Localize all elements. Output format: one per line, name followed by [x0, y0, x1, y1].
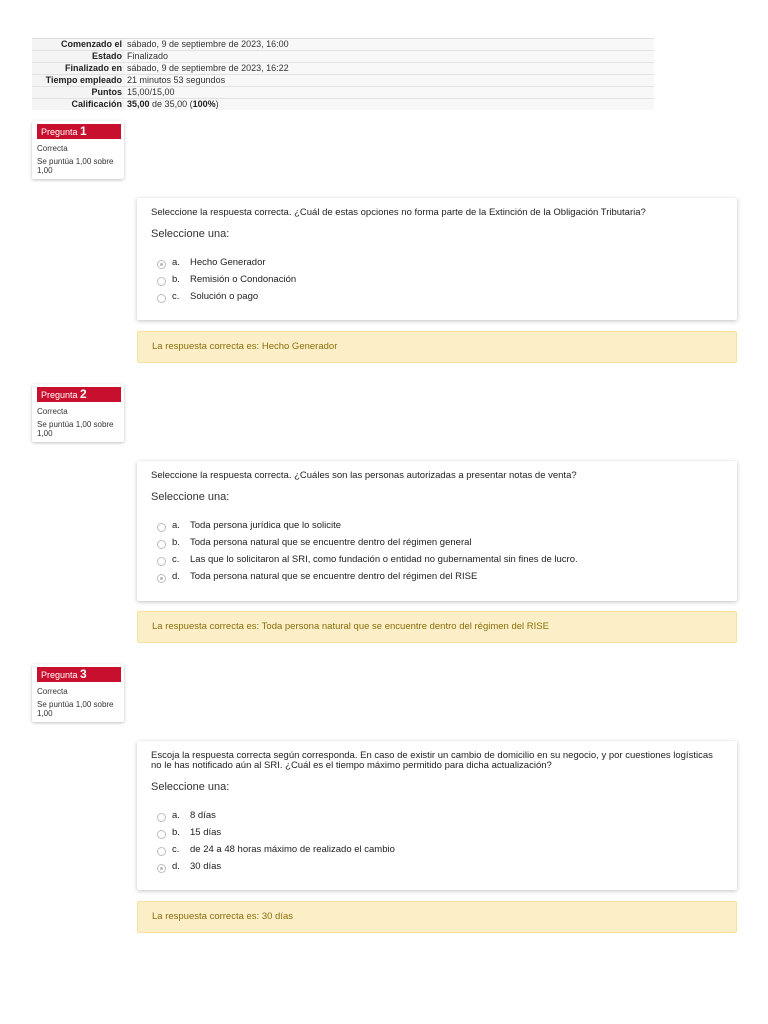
radio-selected-icon[interactable] [157, 260, 166, 269]
question-grade: Se puntúa 1,00 sobre 1,00 [37, 157, 114, 175]
radio-icon[interactable] [157, 294, 166, 303]
radio-icon[interactable] [157, 557, 166, 566]
summary-row [32, 51, 654, 63]
question-info-box [32, 664, 124, 722]
question-info-box [32, 384, 124, 442]
summary-value: sábado, 9 de septiembre de 2023, 16:00 [125, 39, 654, 51]
radio-icon[interactable] [157, 277, 166, 286]
question-number-badge [37, 124, 121, 139]
answer-letter: a. [172, 257, 180, 268]
radio-icon[interactable] [157, 847, 166, 856]
summary-value: Finalizado [125, 51, 654, 63]
answer-text: Hecho Generador [190, 257, 266, 268]
question-prompt: Seleccione una: [151, 491, 230, 503]
answer-text: 15 días [190, 827, 222, 838]
answer-text: Solución o pago [190, 291, 259, 302]
question-grade: Se puntúa 1,00 sobre 1,00 [37, 420, 114, 438]
question-text: Seleccione la respuesta correcta. ¿Cuáles son las personas autorizadas a presentar notas de venta? [151, 470, 577, 481]
answer-option[interactable] [157, 288, 737, 305]
answer-list [157, 517, 737, 585]
question-info-box [32, 121, 124, 179]
question-prompt: Seleccione una: [151, 228, 230, 240]
correct-answer-feedback: La respuesta correcta es: 30 días [137, 901, 737, 933]
grade-score: 35,00 [127, 99, 150, 109]
correct-answer-feedback: La respuesta correcta es: Toda persona natural que se encuentre dentro del régimen del RISE [137, 611, 737, 643]
answer-letter: c. [172, 554, 180, 565]
answer-text: 30 días [190, 861, 222, 872]
answer-option[interactable] [157, 824, 737, 841]
question-prompt: Seleccione una: [151, 781, 230, 793]
radio-icon[interactable] [157, 830, 166, 839]
correct-answer-feedback: La respuesta correcta es: Hecho Generador [137, 331, 737, 363]
radio-selected-icon[interactable] [157, 574, 166, 583]
grade-percent: 100% [192, 99, 216, 109]
grade-close: ) [215, 99, 219, 109]
question-state: Correcta [37, 407, 68, 416]
summary-row [32, 39, 654, 51]
radio-icon[interactable] [157, 540, 166, 549]
question-text: Seleccione la respuesta correcta. ¿Cuál de estas opciones no forma parte de la Extinción de la Obligación Tributaria? [151, 207, 646, 218]
attempt-summary-table [32, 38, 654, 110]
answer-text: Remisión o Condonación [190, 274, 297, 285]
answer-text: Toda persona natural que se encuentre dentro del régimen general [190, 537, 472, 548]
answer-letter: c. [172, 844, 180, 855]
question-content-card [137, 741, 737, 890]
summary-label: Tiempo empleado [32, 75, 125, 87]
question-number: 1 [80, 124, 87, 138]
answer-text: Las que lo solicitaron al SRI, como fundación o entidad no gubernamental sin fines de lucro. [190, 554, 578, 565]
answer-text: 8 días [190, 810, 216, 821]
grade-of: de 35,00 ( [152, 99, 193, 109]
summary-row [32, 63, 654, 75]
summary-label: Estado [32, 51, 125, 63]
question-text: Escoja la respuesta correcta según corresponda. En caso de existir un cambio de domicilio en su negocio, y por cuestiones logísticas no le has notificado aún al SRI. ¿Cuál es el tiempo máximo permitido para dicha actualización? [151, 750, 713, 771]
question-badge-label: Pregunta [41, 127, 78, 137]
answer-text: de 24 a 48 horas máximo de realizado el cambio [190, 844, 395, 855]
summary-label: Puntos [32, 87, 125, 99]
answer-letter: a. [172, 520, 180, 531]
question-number-badge [37, 667, 121, 682]
summary-label: Finalizado en [32, 63, 125, 75]
answer-letter: b. [172, 274, 180, 285]
answer-letter: c. [172, 291, 180, 302]
question-state: Correcta [37, 687, 68, 696]
answer-option[interactable] [157, 807, 737, 824]
question-number: 3 [80, 667, 87, 681]
summary-value: 15,00/15,00 [125, 87, 654, 99]
question-grade: Se puntúa 1,00 sobre 1,00 [37, 700, 114, 718]
summary-label: Comenzado el [32, 39, 125, 51]
answer-option[interactable] [157, 271, 737, 288]
answer-letter: d. [172, 861, 180, 872]
summary-label: Calificación [32, 99, 125, 111]
answer-option[interactable] [157, 568, 737, 585]
summary-value: sábado, 9 de septiembre de 2023, 16:22 [125, 63, 654, 75]
question-badge-label: Pregunta [41, 390, 78, 400]
answer-option[interactable] [157, 534, 737, 551]
summary-value: 21 minutos 53 segundos [125, 75, 654, 87]
answer-option[interactable] [157, 551, 737, 568]
answer-list [157, 254, 737, 305]
summary-row [32, 87, 654, 99]
question-badge-label: Pregunta [41, 670, 78, 680]
radio-icon[interactable] [157, 813, 166, 822]
summary-row-grade [32, 99, 654, 111]
answer-option[interactable] [157, 517, 737, 534]
radio-icon[interactable] [157, 523, 166, 532]
answer-letter: a. [172, 810, 180, 821]
question-content-card [137, 198, 737, 320]
question-state: Correcta [37, 144, 68, 153]
summary-row [32, 75, 654, 87]
answer-option[interactable] [157, 254, 737, 271]
summary-grade-value [125, 99, 654, 111]
question-number: 2 [80, 387, 87, 401]
answer-list [157, 807, 737, 875]
answer-option[interactable] [157, 858, 737, 875]
answer-text: Toda persona jurídica que lo solicite [190, 520, 342, 531]
answer-text: Toda persona natural que se encuentre dentro del régimen del RISE [190, 571, 478, 582]
radio-selected-icon[interactable] [157, 864, 166, 873]
answer-letter: d. [172, 571, 180, 582]
question-content-card [137, 461, 737, 601]
question-number-badge [37, 387, 121, 402]
answer-letter: b. [172, 537, 180, 548]
answer-letter: b. [172, 827, 180, 838]
answer-option[interactable] [157, 841, 737, 858]
